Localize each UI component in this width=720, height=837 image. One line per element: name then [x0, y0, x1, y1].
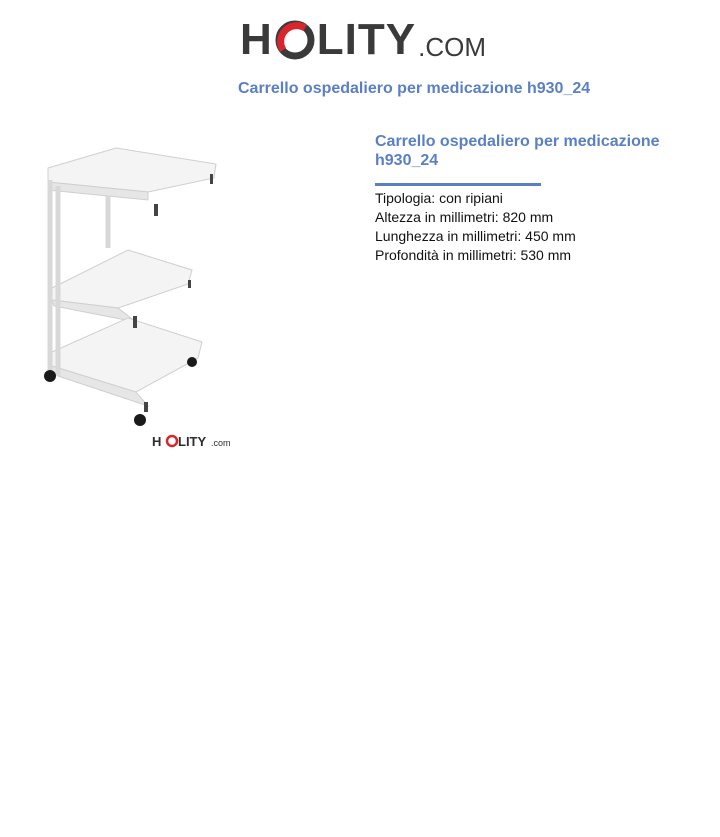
small-logo-dotcom: .com: [211, 438, 231, 448]
page-title: Carrello ospedaliero per medicazione h930_24: [238, 80, 591, 97]
logo-letters-lity: LITY: [316, 15, 417, 64]
small-logo-lity: LITY: [178, 434, 207, 449]
logo-dotcom: .COM: [418, 32, 486, 62]
small-logo-h: H: [152, 434, 162, 449]
product-name: Carrello ospedaliero per medicazione h930_24: [375, 133, 660, 169]
spec-profondita: Profondità in millimetri: 530 mm: [375, 247, 572, 263]
holity-logo[interactable]: [240, 12, 486, 62]
product-info: [375, 132, 675, 265]
logo-letter-h: H: [240, 15, 273, 64]
divider: [375, 183, 541, 186]
spec-tipologia: Tipologia: con ripiani: [375, 190, 503, 206]
small-logo: [152, 434, 231, 449]
spec-lunghezza: Lunghezza in millimetri: 450 mm: [375, 228, 576, 244]
product-image: [38, 130, 238, 452]
logo-ring-icon: [275, 20, 315, 60]
spec-altezza: Altezza in millimetri: 820 mm: [375, 209, 554, 225]
